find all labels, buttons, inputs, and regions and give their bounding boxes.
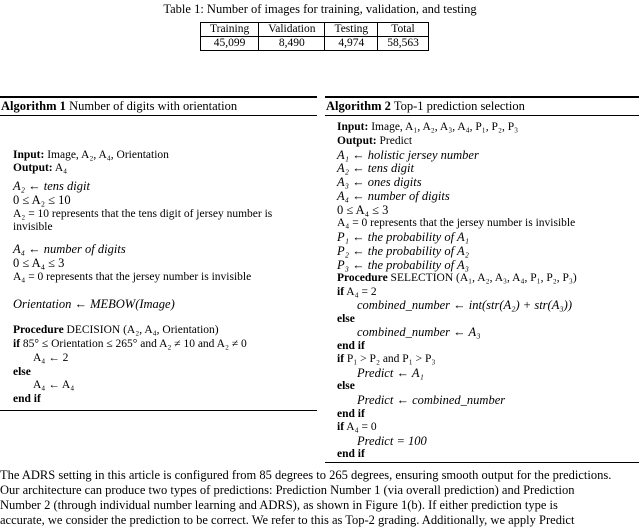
body-line-1: The ADRS setting in this article is configured from 85 degrees to 265 degrees, ensuring smooth output for the predictions. bbox=[0, 468, 612, 482]
algo1-text: 85° ≤ Orientation ≤ 265° and A₂ ≠ 10 and A₂ ≠ 0 bbox=[20, 338, 247, 350]
algo2-line-14 bbox=[357, 299, 572, 312]
body-paragraph bbox=[0, 468, 640, 528]
body-line-4: accurate, we consider the prediction to be correct. We refer to this as Top-2 grading. Additionally, we apply Predict bbox=[0, 513, 575, 527]
algo2-keyword: Output: bbox=[337, 135, 377, 147]
algo2-keyword: else bbox=[337, 313, 355, 325]
algo1-keyword: Output: bbox=[13, 162, 53, 174]
algo1-keyword: end if bbox=[13, 393, 41, 405]
algo1-bottom-rule bbox=[0, 410, 317, 411]
algo2-text: A₄ = 0 represents that the jersey number is invisible bbox=[337, 217, 576, 229]
algo1-keyword: else bbox=[13, 366, 31, 378]
algo2-top-rule bbox=[325, 96, 639, 98]
header-testing: Testing bbox=[325, 23, 378, 37]
algo2-line-5 bbox=[337, 176, 422, 189]
algo1-line-7 bbox=[13, 243, 126, 256]
algo1-line-2 bbox=[13, 162, 67, 175]
algo1-text: A₄ ← A₄ bbox=[33, 379, 75, 391]
algo2-keyword: if bbox=[337, 353, 345, 365]
table-header-row bbox=[201, 23, 429, 37]
header-training: Training bbox=[201, 23, 259, 37]
algo2-keyword: if bbox=[337, 421, 345, 433]
algo2-keyword: end if bbox=[337, 408, 365, 420]
algo2-line-15 bbox=[337, 313, 355, 326]
algo2-bottom-rule bbox=[325, 462, 639, 463]
algo1-line-8 bbox=[13, 257, 64, 270]
algo2-keyword: if bbox=[337, 286, 345, 298]
algo1-text: A₄ bbox=[52, 162, 68, 174]
algo2-line-7 bbox=[337, 204, 388, 217]
algo1-keyword: if bbox=[13, 338, 21, 350]
algo2-line-8 bbox=[337, 217, 575, 230]
algo1-line-13 bbox=[33, 352, 68, 365]
value-validation: 8,490 bbox=[259, 37, 325, 51]
algo1-line-9 bbox=[13, 271, 251, 284]
algo1-heading bbox=[1, 99, 237, 114]
algo2-text: A₃ ← ones digits bbox=[337, 175, 422, 189]
algo2-line-10 bbox=[337, 245, 469, 258]
header-validation: Validation bbox=[259, 23, 325, 37]
header-total: Total bbox=[378, 23, 429, 37]
algo2-text: P₃ ← the probability of A₃ bbox=[337, 258, 469, 272]
algo2-keyword: end if bbox=[337, 448, 365, 460]
value-total: 58,563 bbox=[378, 37, 429, 51]
body-line-3: Number 2 (through individual number learning and ADRS), as shown in Figure 1(b). If either prediction type is bbox=[0, 498, 558, 512]
algo2-text: A₄ = 2 bbox=[344, 286, 377, 298]
algo2-line-22 bbox=[337, 408, 365, 421]
algo2-heading bbox=[326, 99, 525, 114]
algo2-keyword: end if bbox=[337, 340, 365, 352]
algo2-text: Predict ← A₁ bbox=[357, 366, 424, 380]
value-training: 45,099 bbox=[201, 37, 259, 51]
algo1-label: Algorithm 1 bbox=[1, 99, 66, 113]
algo2-line-12 bbox=[337, 272, 577, 285]
algo1-text: A₄ ← number of digits bbox=[13, 242, 126, 256]
body-line-2: Our architecture can produce two types of predictions: Prediction Number 1 (via overall prediction) and Prediction bbox=[0, 483, 575, 497]
algo1-top-rule bbox=[0, 96, 317, 98]
algo2-mid-rule bbox=[325, 115, 639, 116]
algo1-line-6 bbox=[13, 221, 53, 234]
algo1-line-12 bbox=[13, 338, 247, 351]
algo2-line-4 bbox=[337, 162, 414, 175]
algo2-text: combined_number ← A₃ bbox=[357, 325, 481, 339]
algo2-text: A₄ ← number of digits bbox=[337, 189, 450, 203]
value-testing: 4,974 bbox=[325, 37, 378, 51]
algo2-text: A₁ ← holistic jersey number bbox=[337, 148, 479, 162]
algo1-text: 0 ≤ A₄ ≤ 3 bbox=[13, 256, 65, 270]
algo1-line-15 bbox=[33, 379, 74, 392]
image-count-table bbox=[200, 22, 429, 51]
algo2-keyword: Input: bbox=[337, 121, 369, 133]
algo2-line-6 bbox=[337, 190, 450, 203]
algo1-line-11 bbox=[13, 324, 219, 337]
algo1-text: A₄ = 0 represents that the jersey number is invisible bbox=[13, 271, 252, 283]
algo2-line-21 bbox=[357, 394, 505, 407]
algo1-line-4 bbox=[13, 194, 71, 207]
algo1-line-16 bbox=[13, 393, 41, 406]
algo2-text: P₁ ← the probability of A₁ bbox=[337, 230, 469, 244]
algo2-label: Algorithm 2 bbox=[326, 99, 391, 113]
algo1-line-1 bbox=[13, 149, 169, 162]
algo1-line-5 bbox=[13, 208, 272, 221]
algo1-text: Image, A₂, A₄, Orientation bbox=[44, 149, 169, 161]
algo2-line-25 bbox=[337, 448, 365, 461]
algo2-line-16 bbox=[357, 326, 481, 339]
algo2-line-23 bbox=[337, 421, 377, 434]
algo2-line-17 bbox=[337, 340, 365, 353]
algo1-text: A₄ ← 2 bbox=[33, 352, 69, 364]
table-value-row bbox=[201, 37, 429, 51]
algo2-line-20 bbox=[337, 380, 355, 393]
algo1-line-10 bbox=[13, 298, 175, 311]
algo2-text: P₁ > P₂ and P₁ > P₃ bbox=[344, 353, 436, 365]
algo2-line-18 bbox=[337, 353, 435, 366]
algo2-text: Image, A₁, A₂, A₃, A₄, P₁, P₂, P₃ bbox=[368, 121, 519, 133]
algo1-title: Number of digits with orientation bbox=[69, 99, 238, 113]
algo2-line-2 bbox=[337, 135, 412, 148]
algo1-text: invisible bbox=[13, 221, 53, 233]
algo1-line-14 bbox=[13, 366, 31, 379]
algo2-text: A₄ = 0 bbox=[344, 421, 377, 433]
algo2-line-19 bbox=[357, 367, 424, 380]
algo2-keyword: Procedure bbox=[337, 272, 388, 284]
algo1-text: Orientation ← MEBOW(Image) bbox=[13, 297, 175, 311]
algo2-text: combined_number ← int(str(A₂) + str(A₃)) bbox=[357, 298, 573, 312]
algo2-line-24 bbox=[357, 435, 427, 448]
algo1-text: DECISION (A₂, A₄, Orientation) bbox=[63, 324, 219, 336]
algo2-title: Top-1 prediction selection bbox=[393, 99, 525, 113]
algo2-line-11 bbox=[337, 259, 469, 272]
algo2-keyword: else bbox=[337, 380, 355, 392]
algo1-keyword: Input: bbox=[13, 149, 45, 161]
algo1-mid-rule bbox=[0, 115, 317, 116]
algo2-text: A₂ ← tens digit bbox=[337, 161, 414, 175]
algo2-text: P₂ ← the probability of A₂ bbox=[337, 244, 469, 258]
algo2-text: SELECTION (A₁, A₂, A₃, A₄, P₁, P₂, P₃) bbox=[387, 272, 577, 284]
algo1-text: 0 ≤ A₂ ≤ 10 bbox=[13, 193, 71, 207]
algo2-line-1 bbox=[337, 121, 518, 134]
algo2-text: 0 ≤ A₄ ≤ 3 bbox=[337, 203, 389, 217]
algo2-text: Predict ← combined_number bbox=[357, 393, 506, 407]
algo2-line-9 bbox=[337, 231, 469, 244]
algo2-text: Predict bbox=[376, 135, 413, 147]
algo1-line-3 bbox=[13, 180, 90, 193]
algo1-text: A₂ ← tens digit bbox=[13, 179, 90, 193]
algo2-text: Predict = 100 bbox=[357, 434, 427, 448]
algo1-text: A₂ = 10 represents that the tens digit of jersey number is bbox=[13, 208, 273, 220]
algo1-keyword: Procedure bbox=[13, 324, 64, 336]
table-caption: Table 1: Number of images for training, validation, and testing bbox=[163, 2, 477, 16]
